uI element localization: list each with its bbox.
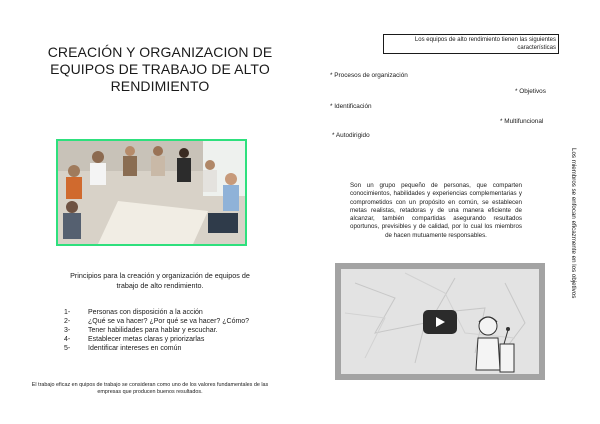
list-item [64,326,304,335]
item-objetivos: * Objetivos [515,88,546,95]
list-item [64,335,304,344]
list-item [64,317,304,326]
footer-note: El trabajo eficaz en quipos de trabajo se consideran como uno de los valores fundamentales de las empresas que producen buenos resultados. [31,382,269,396]
title-line-3: RENDIMIENTO [110,78,210,94]
principles-list [64,308,304,353]
list-item [64,308,304,317]
page-title [40,44,280,95]
video-player[interactable] [335,263,545,380]
item-text: Personas con disposición a la acción [88,309,203,316]
item-text: Identificar intereses en común [88,345,182,352]
definition-paragraph: Son un grupo pequeño de personas, que comparten conocimientos, habilidades y experiencias complementarias y comprometidos con un propósito en común, se establecen metas realistas, retadoras y de una manera eficiente de alcanzar, también compartidas asegurando resultados oportunos, previsibles y de calidad, por lo cual los miembros de hacen mutuamente responsables. [350,182,522,239]
title-line-1: CREACIÓN Y ORGANIZACION DE [47,44,273,60]
item-identificacion: * Identificación [330,103,372,110]
item-number: 1- [64,309,71,316]
item-text: ¿Qué se va hacer? ¿Por qué se va hacer? ¿Cómo? [88,318,250,325]
item-number: 2- [64,318,71,325]
item-multifuncional: * Multifuncional [500,118,544,125]
item-number: 4- [64,336,71,343]
principles-title: Principios para la creación y organización de equipos de trabajo de alto rendimiento. [70,271,250,290]
title-line-2: EQUIPOS DE TRABAJO DE ALTO [50,61,270,77]
play-icon[interactable] [423,310,457,334]
presenter-illustration [470,308,520,378]
item-procesos: * Procesos de organización [330,72,408,79]
characteristics-box: Los equipos de alto rendimiento tienen las siguientes características [383,34,559,54]
item-text: Tener habilidades para hablar y escuchar. [88,327,218,334]
list-item [64,344,304,353]
item-text: Establecer metas claras y priorizarlas [88,336,205,343]
item-autodirigido: * Autodirigido [332,132,370,139]
item-number: 3- [64,327,71,334]
team-meeting-photo [56,139,247,246]
team-meeting-illustration [58,141,245,244]
vertical-note: Los miembros se enfocan eficazmente en los objetivos [570,148,577,299]
item-number: 5- [64,345,71,352]
